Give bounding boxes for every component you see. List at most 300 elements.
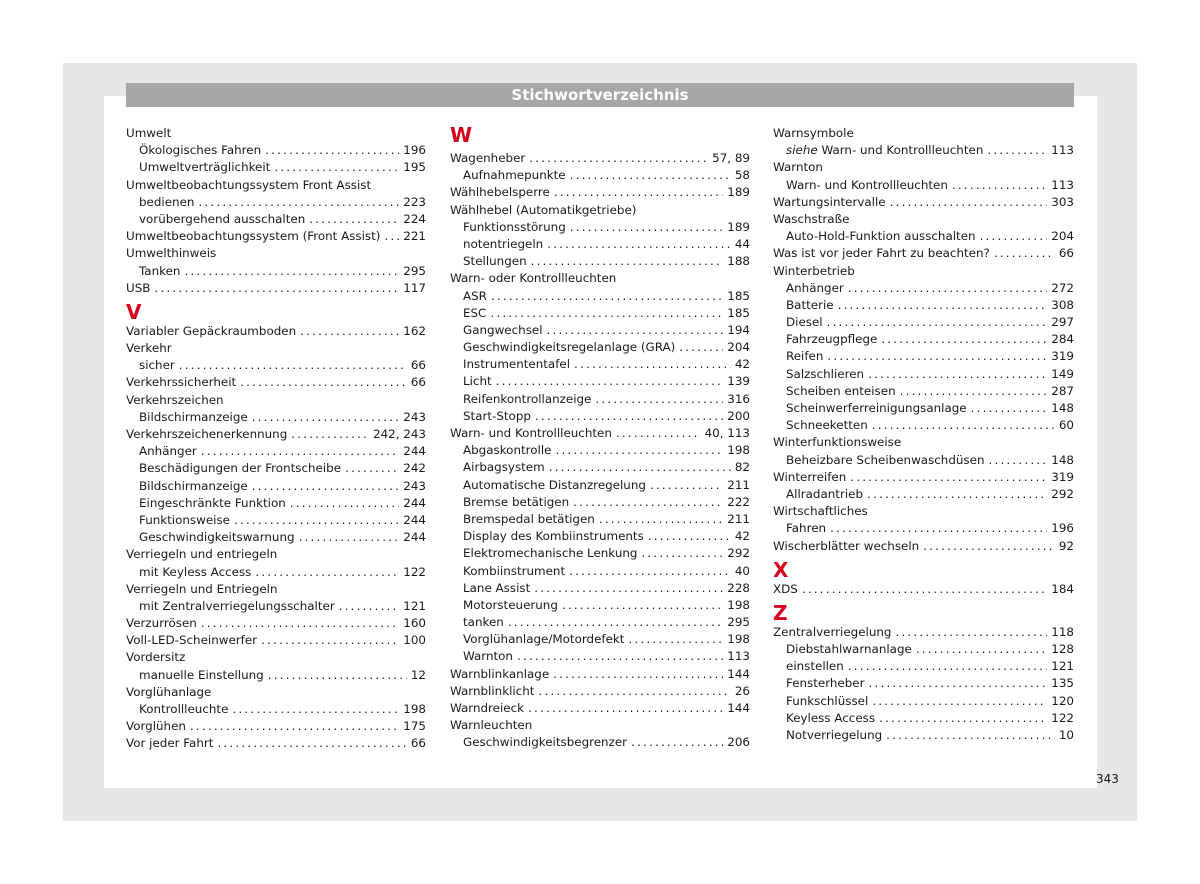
entry-label: Warnsymbole — [773, 126, 854, 140]
entry-label: Diesel — [786, 315, 823, 330]
index-subentry — [126, 701, 426, 718]
entry-label: Motorsteuerung — [463, 597, 558, 612]
entry-label: Schneeketten — [786, 418, 868, 433]
entry-label: Verzurrösen — [126, 616, 197, 631]
index-subentry — [126, 409, 426, 426]
page-reference: 121 — [1051, 659, 1074, 674]
index-subentry — [450, 305, 750, 322]
entry-label: Funktionsstörung — [463, 219, 566, 234]
index-subentry — [773, 675, 1074, 692]
entry-label: Batterie — [786, 297, 834, 312]
leader-dots — [300, 323, 399, 340]
index-entry — [450, 184, 750, 201]
page-reference: 319 — [1051, 349, 1074, 364]
entry-label: vorübergehend ausschalten — [139, 211, 306, 226]
index-entry — [126, 392, 426, 409]
page-reference: 149 — [1051, 366, 1074, 381]
entry-label: Anhänger — [139, 444, 197, 459]
leader-dots — [890, 194, 1048, 211]
index-subentry — [773, 280, 1074, 297]
page-reference: 113 — [727, 649, 750, 664]
index-subentry — [773, 383, 1074, 400]
index-subentry — [126, 443, 426, 460]
index-entry — [126, 280, 426, 297]
leader-dots — [491, 288, 723, 305]
page-reference: 92 — [1058, 538, 1074, 553]
leader-dots — [881, 331, 1047, 348]
leader-dots — [255, 564, 399, 581]
index-entry — [126, 684, 426, 701]
page-reference: 198 — [727, 443, 750, 458]
leader-dots — [547, 322, 724, 339]
index-subentry — [773, 331, 1074, 348]
entry-label: Scheinwerferreinigungsanlage — [786, 401, 967, 415]
index-entry — [450, 150, 750, 167]
page-reference: 194 — [727, 322, 750, 337]
index-entry — [126, 426, 426, 443]
index-subentry — [126, 263, 426, 280]
entry-label: Wartungsintervalle — [773, 194, 886, 209]
page-reference: 148 — [1051, 452, 1074, 467]
index-subentry — [773, 177, 1074, 194]
page-reference: 82 — [734, 460, 750, 475]
index-subentry — [450, 528, 750, 545]
index-entry — [773, 503, 1074, 520]
leader-dots — [339, 598, 400, 615]
page-reference: 10 — [1058, 728, 1074, 742]
index-subentry — [450, 459, 750, 476]
page-reference: 204 — [727, 340, 750, 355]
entry-label: Airbagsystem — [463, 460, 545, 475]
index-column-3 — [773, 125, 1074, 744]
entry-label: Allradantrieb — [786, 486, 864, 501]
page-reference: 160 — [403, 616, 426, 631]
index-entry — [450, 717, 750, 734]
page-reference: 272 — [1051, 280, 1074, 295]
page-reference: 185 — [727, 305, 750, 320]
index-entry — [773, 194, 1074, 211]
leader-dots — [553, 666, 723, 683]
entry-label: Vorglühanlage/Motordefekt — [463, 632, 625, 647]
entry-label: Variabler Gepäckraumboden — [126, 323, 297, 338]
entry-label: Vorglühanlage — [126, 684, 212, 699]
leader-dots — [868, 366, 1047, 383]
entry-label: Umwelt — [126, 126, 172, 140]
page-reference: 308 — [1051, 297, 1074, 312]
section-letter: Z — [773, 600, 788, 625]
page-reference: 100 — [403, 633, 426, 648]
entry-label: Geschwindigkeitsregelanlage (GRA) — [463, 340, 676, 355]
page-reference: 60 — [1058, 418, 1074, 433]
index-entry — [126, 125, 426, 142]
leader-dots — [345, 460, 399, 477]
leader-dots — [599, 511, 723, 528]
entry-label: Umwelthinweis — [126, 246, 217, 261]
index-subentry — [126, 357, 426, 374]
entry-label: Warnton — [773, 160, 823, 175]
index-subentry — [773, 658, 1074, 675]
entry-label: Abgaskontrolle — [463, 443, 552, 458]
index-entry — [126, 323, 426, 340]
leader-dots — [309, 211, 399, 228]
leader-dots — [879, 710, 1047, 727]
leader-dots — [952, 177, 1047, 194]
index-entry — [773, 263, 1074, 280]
entry-label: Warnblinkanlage — [450, 666, 550, 681]
page-reference: 211 — [727, 511, 750, 526]
index-subentry — [450, 322, 750, 339]
leader-dots — [198, 194, 399, 211]
index-entry — [773, 159, 1074, 176]
index-subentry — [450, 391, 750, 408]
entry-label: Verriegeln und entriegeln — [126, 547, 278, 562]
entry-label: Aufnahmepunkte — [463, 168, 566, 183]
entry-label: USB — [126, 280, 151, 295]
index-subentry — [450, 477, 750, 494]
entry-label: Voll-LED-Scheinwerfer — [126, 633, 258, 648]
index-entry — [450, 700, 750, 717]
index-subentry — [450, 442, 750, 459]
leader-dots — [268, 667, 407, 684]
page-reference: 122 — [403, 564, 426, 579]
entry-label: Zentralverriegelung — [773, 624, 892, 639]
leader-dots — [987, 142, 1047, 159]
page-reference: 244 — [403, 444, 426, 459]
index-entry — [773, 434, 1074, 451]
section-letter: W — [450, 123, 473, 147]
entry-label: Verriegeln und Entriegeln — [126, 581, 278, 596]
page-reference: 244 — [403, 495, 426, 510]
index-subentry — [126, 159, 426, 176]
page-reference: 295 — [727, 615, 750, 630]
index-subentry — [773, 641, 1074, 658]
entry-label: Warnleuchten — [450, 718, 533, 733]
index-subentry — [450, 236, 750, 253]
leader-dots — [549, 459, 731, 476]
page-reference: 198 — [727, 632, 750, 647]
entry-label: Funktionsweise — [139, 512, 230, 527]
entry-label: Winterfunktionsweise — [773, 435, 902, 450]
entry-label: Lane Assist — [463, 580, 531, 595]
page-reference: 195 — [403, 160, 426, 175]
page-reference: 44 — [734, 236, 750, 251]
page-reference: 196 — [403, 143, 426, 158]
entry-label: Funkschlüssel — [786, 693, 869, 708]
leader-dots — [217, 735, 406, 752]
entry-label: Diebstahlwarnanlage — [786, 642, 912, 657]
entry-label: Notverriegelung — [786, 728, 883, 742]
entry-label: Fensterheber — [786, 676, 865, 691]
page-reference: 42 — [734, 529, 750, 544]
page-reference: 120 — [1051, 693, 1074, 708]
entry-label: Keyless Access — [786, 710, 876, 725]
index-entry — [126, 718, 426, 735]
index-subentry — [126, 194, 426, 211]
index-subentry — [126, 667, 426, 684]
leader-dots — [628, 631, 723, 648]
page-reference: 58 — [734, 168, 750, 183]
index-subentry — [450, 288, 750, 305]
leader-dots — [916, 641, 1047, 658]
page-reference: 244 — [403, 530, 426, 545]
page-reference: 198 — [403, 702, 426, 716]
index-subentry — [773, 142, 1074, 159]
page-reference: 196 — [1051, 521, 1074, 536]
index-entry — [450, 202, 750, 219]
page-reference: 66 — [1058, 246, 1074, 261]
entry-label: mit Zentralverriegelungsschalter — [139, 598, 335, 613]
index-subentry — [450, 373, 750, 390]
entry-label: Fahrzeugpflege — [786, 332, 878, 347]
page-reference: 242, 243 — [373, 427, 426, 441]
leader-dots — [517, 648, 723, 665]
page-reference: 198 — [727, 597, 750, 612]
index-subentry — [450, 580, 750, 597]
leader-dots — [574, 356, 731, 373]
entry-label: Display des Kombiinstruments — [463, 529, 644, 544]
entry-label: Bildschirmanzeige — [139, 478, 248, 493]
index-entry — [126, 581, 426, 598]
entry-label: bedienen — [139, 194, 195, 209]
index-subentry — [126, 495, 426, 512]
index-subentry — [773, 314, 1074, 331]
page-reference: 244 — [403, 512, 426, 527]
page-reference: 144 — [727, 666, 750, 681]
page-reference: 42 — [734, 357, 750, 372]
entry-label: Scheiben enteisen — [786, 383, 896, 398]
page-reference: 135 — [1051, 676, 1074, 691]
page-reference: 175 — [403, 719, 426, 734]
entry-label: Eingeschränkte Funktion — [139, 495, 286, 510]
page-reference: 243 — [403, 409, 426, 424]
page-reference: 185 — [727, 288, 750, 303]
page-reference: 189 — [727, 185, 750, 200]
entry-label: Kontrollleuchte — [139, 702, 229, 716]
index-subentry — [773, 520, 1074, 537]
entry-label: Ökologisches Fahren — [139, 143, 262, 158]
entry-label: Umweltverträglichkeit — [139, 160, 271, 175]
index-subentry — [450, 408, 750, 425]
leader-dots — [631, 734, 723, 751]
leader-dots — [240, 374, 407, 391]
entry-label: Bremse betätigen — [463, 494, 570, 509]
leader-dots — [291, 426, 369, 443]
page-reference: 188 — [727, 254, 750, 269]
page-reference: 148 — [1051, 401, 1074, 415]
index-subentry — [773, 228, 1074, 245]
page-reference: 113 — [1051, 143, 1074, 158]
entry-label: Warn- oder Kontrollleuchten — [450, 271, 617, 286]
entry-label — [786, 142, 983, 159]
page-reference: 118 — [1051, 624, 1074, 639]
page-reference: 206 — [727, 735, 750, 750]
index-subentry — [126, 460, 426, 477]
index-entry — [126, 632, 426, 649]
entry-label: Wischerblätter wechseln — [773, 538, 920, 553]
page-reference: 117 — [403, 280, 426, 295]
index-subentry — [450, 614, 750, 631]
leader-dots — [232, 701, 399, 718]
entry-label: ASR — [463, 288, 487, 303]
entry-label: einstellen — [786, 659, 844, 674]
entry-label: Fahren — [786, 521, 827, 536]
leader-dots — [234, 512, 399, 529]
index-subentry — [450, 339, 750, 356]
entry-label: Umweltbeobachtungssystem (Front Assist) — [126, 229, 381, 244]
leader-dots — [570, 167, 731, 184]
page-reference: 319 — [1051, 469, 1074, 484]
entry-label: ESC — [463, 305, 487, 320]
leader-dots — [529, 150, 708, 167]
leader-dots — [265, 142, 399, 159]
leader-dots — [895, 624, 1047, 641]
entry-label: Winterbetrieb — [773, 263, 855, 278]
page-reference: 113 — [1051, 177, 1074, 192]
leader-dots — [827, 314, 1048, 331]
entry-label: XDS — [773, 581, 798, 596]
index-subentry — [450, 511, 750, 528]
leader-dots — [679, 339, 723, 356]
page-number: 343 — [1096, 772, 1119, 786]
index-subentry — [450, 356, 750, 373]
page-reference: 162 — [403, 323, 426, 338]
index-subentry — [773, 297, 1074, 314]
leader-dots — [201, 615, 399, 632]
leader-dots — [869, 675, 1048, 692]
index-subentry — [450, 597, 750, 614]
leader-dots — [290, 495, 400, 512]
page-reference: 287 — [1051, 383, 1074, 398]
leader-dots — [531, 253, 724, 270]
leader-dots — [850, 469, 1047, 486]
leader-dots — [252, 478, 400, 495]
leader-dots — [994, 245, 1055, 262]
page-reference: 184 — [1051, 581, 1074, 596]
index-entry — [773, 211, 1074, 228]
index-entry — [450, 270, 750, 287]
leader-dots — [838, 297, 1048, 314]
entry-label: Wirtschaftliches — [773, 504, 868, 519]
entry-label: sicher — [139, 358, 175, 373]
page-reference: 189 — [727, 219, 750, 234]
entry-label: mit Keyless Access — [139, 564, 252, 579]
page-reference: 200 — [727, 408, 750, 423]
entry-label: Verkehrszeichenerkennung — [126, 427, 288, 441]
index-subentry — [126, 478, 426, 495]
entry-label: Reifenkontrollanzeige — [463, 391, 592, 406]
entry-label: Elektromechanische Lenkung — [463, 546, 638, 561]
index-subentry — [773, 348, 1074, 365]
entry-label: Anhänger — [786, 280, 844, 295]
entry-label: Warnton — [463, 649, 513, 664]
entry-label: Verkehrszeichen — [126, 392, 224, 407]
page-reference: 316 — [727, 391, 750, 406]
index-subentry — [450, 167, 750, 184]
leader-dots — [274, 159, 399, 176]
leader-dots — [650, 477, 723, 494]
entry-label: Bildschirmanzeige — [139, 409, 248, 424]
index-entry — [126, 228, 426, 245]
page-reference: 26 — [734, 683, 750, 698]
entry-label: Vor jeder Fahrt — [126, 736, 214, 751]
entry-label: Start-Stopp — [463, 408, 531, 423]
entry-label: Warnblinklicht — [450, 683, 535, 698]
index-entry — [126, 735, 426, 752]
index-subentry — [773, 693, 1074, 710]
entry-label: Kombiinstrument — [463, 563, 566, 578]
page-reference: 223 — [403, 194, 426, 209]
leader-dots — [980, 228, 1048, 245]
page-reference: 243 — [403, 478, 426, 493]
index-subentry — [450, 563, 750, 580]
page-reference: 303 — [1051, 194, 1074, 209]
page-reference: 228 — [727, 580, 750, 595]
index-subentry — [126, 598, 426, 615]
entry-label: Auto-Hold-Funktion ausschalten — [786, 229, 976, 244]
index-subentry — [450, 545, 750, 562]
leader-dots — [535, 408, 723, 425]
index-entry — [126, 245, 426, 262]
leader-dots — [923, 538, 1055, 555]
page-reference: 295 — [403, 263, 426, 278]
index-subentry — [126, 211, 426, 228]
leader-dots — [595, 391, 723, 408]
index-entry — [773, 245, 1074, 262]
index-subentry — [126, 564, 426, 581]
leader-dots — [299, 529, 400, 546]
leader-dots — [848, 280, 1048, 297]
leader-dots — [534, 580, 723, 597]
entry-label-italic: siehe — [786, 143, 818, 158]
leader-dots — [201, 443, 400, 460]
index-entry — [773, 581, 1074, 598]
page-reference: 297 — [1051, 315, 1074, 330]
leader-dots — [848, 658, 1048, 675]
index-column-2 — [450, 125, 750, 752]
leader-dots — [641, 545, 723, 562]
index-subentry — [773, 366, 1074, 383]
entry-label: Warn- und Kontrollleuchten — [786, 177, 948, 192]
index-subentry — [773, 400, 1074, 417]
page-reference: 292 — [1051, 486, 1074, 501]
leader-dots — [570, 219, 724, 236]
leader-dots — [538, 683, 730, 700]
leader-dots — [971, 400, 1048, 417]
page-reference: 224 — [403, 211, 426, 226]
page-reference: 66 — [410, 736, 426, 751]
leader-dots — [384, 228, 399, 245]
index-entry — [126, 340, 426, 357]
leader-dots — [528, 700, 723, 717]
leader-dots — [802, 581, 1047, 598]
leader-dots — [616, 425, 701, 442]
index-entry — [126, 615, 426, 632]
entry-label: Wagenheber — [450, 151, 526, 165]
entry-label: Beheizbare Scheibenwaschdüsen — [786, 452, 985, 467]
entry-label-text: Warn- und Kontrollleuchten — [817, 143, 984, 158]
entry-label: Geschwindigkeitswarnung — [139, 530, 295, 545]
entry-label: Wählhebel (Automatikgetriebe) — [450, 202, 637, 217]
entry-label: Winterreifen — [773, 469, 847, 484]
page-reference: 40, 113 — [704, 426, 750, 440]
leader-dots — [573, 494, 723, 511]
page-reference: 121 — [403, 598, 426, 613]
entry-label: Was ist vor jeder Fahrt zu beachten? — [773, 246, 990, 261]
entry-label: Umweltbeobachtungssystem Front Assist — [126, 177, 372, 192]
page-reference: 211 — [727, 477, 750, 492]
leader-dots — [569, 563, 731, 580]
leader-dots — [988, 452, 1047, 469]
